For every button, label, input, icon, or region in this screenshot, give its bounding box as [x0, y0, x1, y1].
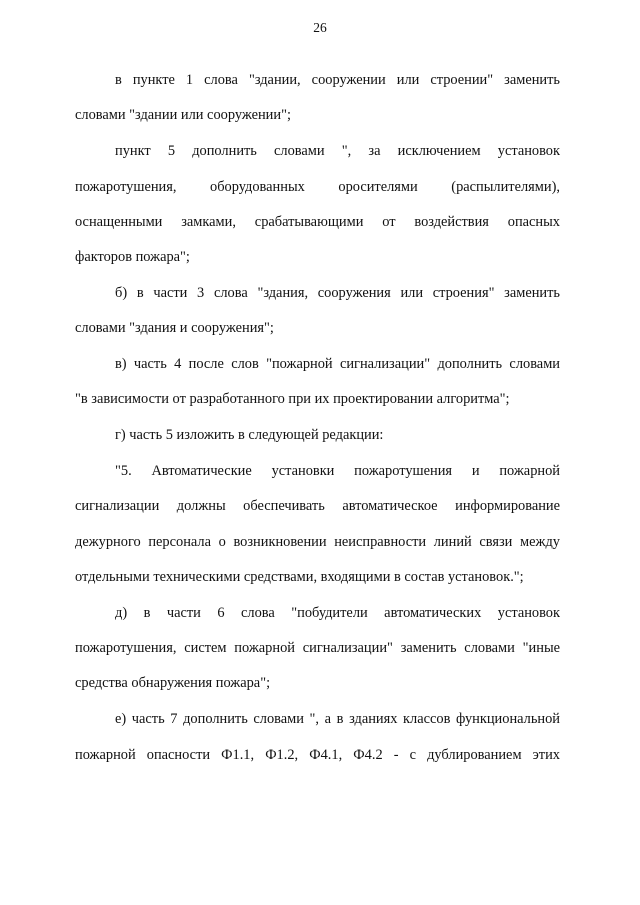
- text-line: пожаротушения, оборудованных оросителями (распылителями),: [75, 179, 560, 195]
- text-line: отдельными техническими средствами, входящими в состав установок.";: [75, 569, 524, 585]
- text-line: "в зависимости от разработанного при их проектировании алгоритма";: [75, 391, 510, 407]
- text-line: сигнализации должны обеспечивать автоматическое информирование: [75, 498, 560, 514]
- text-line: пункт 5 дополнить словами ", за исключением установок: [115, 143, 560, 159]
- text-line: пожарной опасности Ф1.1, Ф1.2, Ф4.1, Ф4.2 - с дублированием этих: [75, 747, 560, 763]
- text-line: в пункте 1 слова "здании, сооружении или строении" заменить: [115, 72, 560, 88]
- text-line: б) в части 3 слова "здания, сооружения или строения" заменить: [115, 285, 560, 301]
- page-number: 26: [313, 20, 327, 35]
- text-line: "5. Автоматические установки пожаротушения и пожарной: [115, 463, 560, 479]
- text-line: г) часть 5 изложить в следующей редакции:: [115, 427, 384, 443]
- text-line: е) часть 7 дополнить словами ", а в зданиях классов функциональной: [115, 711, 560, 727]
- text-line: факторов пожара";: [75, 249, 190, 265]
- text-line: дежурного персонала о возникновении неисправности линий связи между: [75, 534, 560, 550]
- text-line: средства обнаружения пожара";: [75, 675, 271, 691]
- text-line: д) в части 6 слова "побудители автоматических установок: [115, 605, 560, 621]
- text-line: оснащенными замками, срабатывающими от воздействия опасных: [75, 214, 560, 230]
- text-line: в) часть 4 после слов "пожарной сигнализации" дополнить словами: [115, 356, 560, 372]
- text-line: пожаротушения, систем пожарной сигнализации" заменить словами "иные: [75, 640, 560, 656]
- text-line: словами "здании или сооружении";: [75, 107, 291, 123]
- text-line: словами "здания и сооружения";: [75, 320, 274, 336]
